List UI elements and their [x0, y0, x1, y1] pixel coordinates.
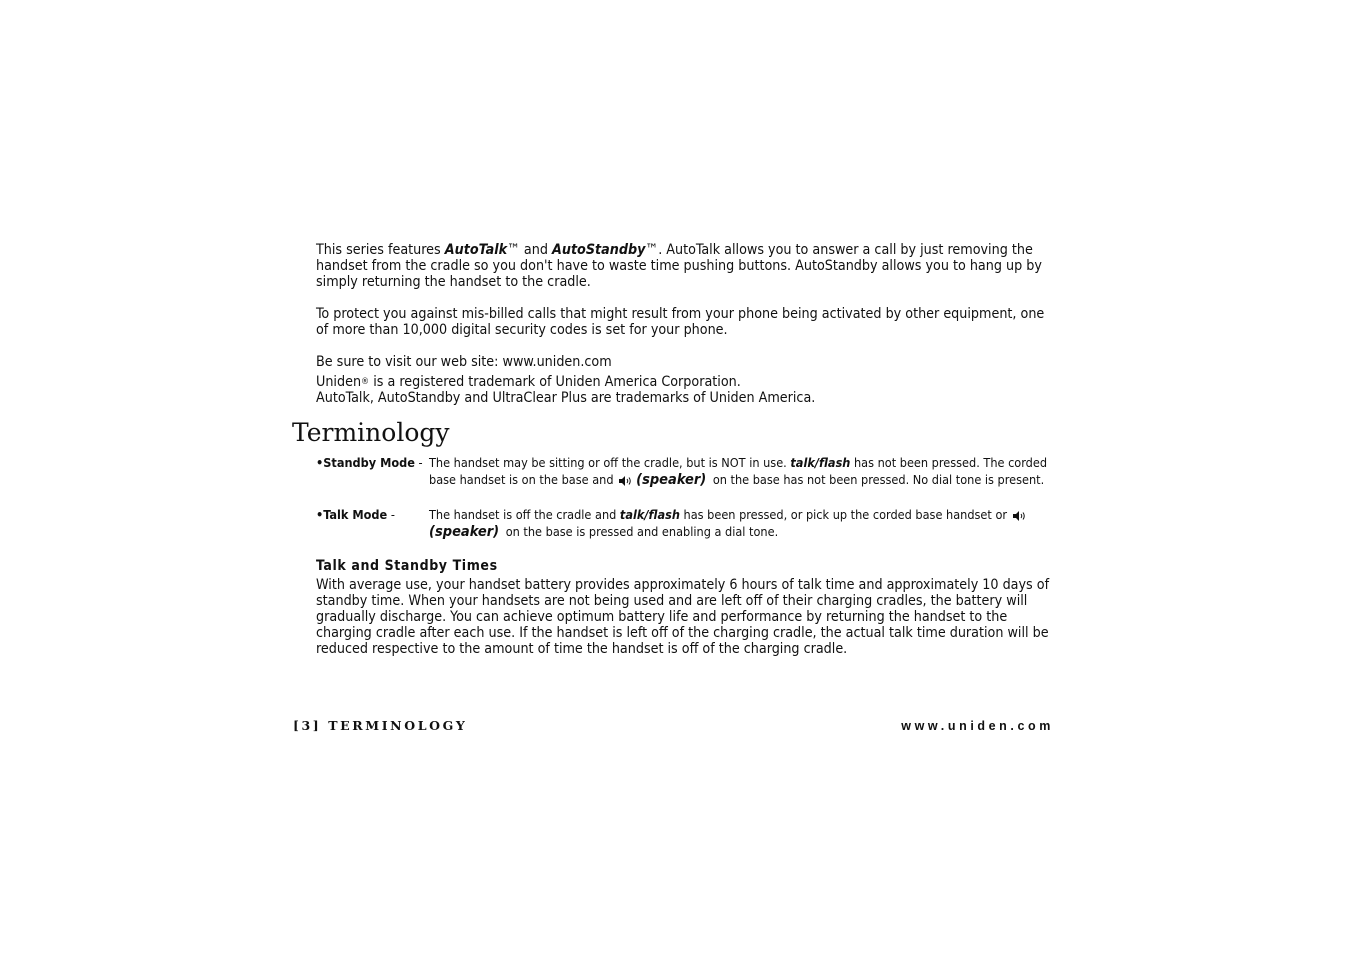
intro-text: ™. AutoTalk allows you to answer a call by just removing the handset from the cradle so you don't have to waste time pushing buttons. AutoStandby allows you to hang up by simply returning the handset to the cradle.: [316, 242, 1042, 290]
footer-website: www.uniden.com: [901, 719, 1054, 733]
autostandby-term: AutoStandby: [551, 242, 646, 258]
term-definition: [429, 454, 1051, 489]
website-line: [316, 354, 1056, 370]
definition-text: The handset is off the cradle and: [429, 507, 620, 522]
definition-text: on the base has not been pressed. No dial tone is present.: [709, 472, 1045, 487]
term-name: •Standby Mode: [316, 455, 415, 470]
uniden-trademark-line: [316, 374, 1056, 390]
battery-text: With average use, your handset battery provides approximately 6 hours of talk time and approximately 10 days of standby time. When your handsets are not being used and are left off of their charging cradles, the battery will gradually discharge. You can achieve optimum battery life and performance by returning the handset to the charging cradle after each use. If the handset is left off of the charging cradle, the actual talk time duration will be reduced respective to the amount of time the handset is off of the charging cradle.: [316, 577, 1050, 657]
intro-text: This series features: [316, 242, 445, 258]
definition-text: has been pressed, or pick up the corded base handset or: [679, 507, 1011, 522]
talk-standby-heading: Talk and Standby Times: [316, 558, 498, 574]
security-text: To protect you against mis-billed calls that might result from your phone being activated by other equipment, one of more than 10,000 digital security codes is set for your phone.: [316, 306, 1045, 338]
trademarks-line: [316, 390, 1056, 406]
term-name: •Talk Mode: [316, 507, 388, 522]
trademarks-text: AutoTalk, AutoStandby and UltraClear Plus are trademarks of Uniden America.: [316, 390, 816, 406]
intro-paragraph: [316, 242, 1056, 290]
term-label: [316, 454, 423, 471]
speaker-key: (speaker): [636, 472, 707, 488]
talk-flash-key: talk/flash: [619, 507, 680, 522]
intro-text: ™ and: [507, 242, 552, 258]
speaker-key: (speaker): [429, 524, 500, 540]
security-paragraph: [316, 306, 1056, 338]
footer-page-label: [3] TERMINOLOGY: [293, 718, 468, 733]
term-dash: -: [414, 455, 423, 470]
speaker-icon: [619, 476, 632, 486]
website-text: Be sure to visit our web site: www.uniden.com: [316, 354, 612, 370]
term-definition: [429, 506, 1051, 541]
registered-mark: ®: [361, 377, 370, 387]
battery-paragraph: [316, 577, 1056, 657]
speaker-icon: [1013, 511, 1026, 521]
talk-flash-key: talk/flash: [790, 455, 851, 470]
definition-text: The handset may be sitting or off the cradle, but is NOT in use.: [429, 455, 791, 470]
definition-text: on the base is pressed and enabling a dial tone.: [502, 524, 779, 539]
term-dash: -: [387, 507, 395, 522]
autotalk-term: AutoTalk: [444, 242, 508, 258]
definition-text: has not been pressed. The corded base handset is on the base and: [429, 455, 1048, 487]
term-label: [316, 506, 395, 523]
section-title: Terminology: [292, 418, 450, 447]
uniden-trademark-text: is a registered trademark of Uniden America Corporation.: [369, 374, 741, 390]
uniden-text: Uniden: [316, 374, 362, 390]
